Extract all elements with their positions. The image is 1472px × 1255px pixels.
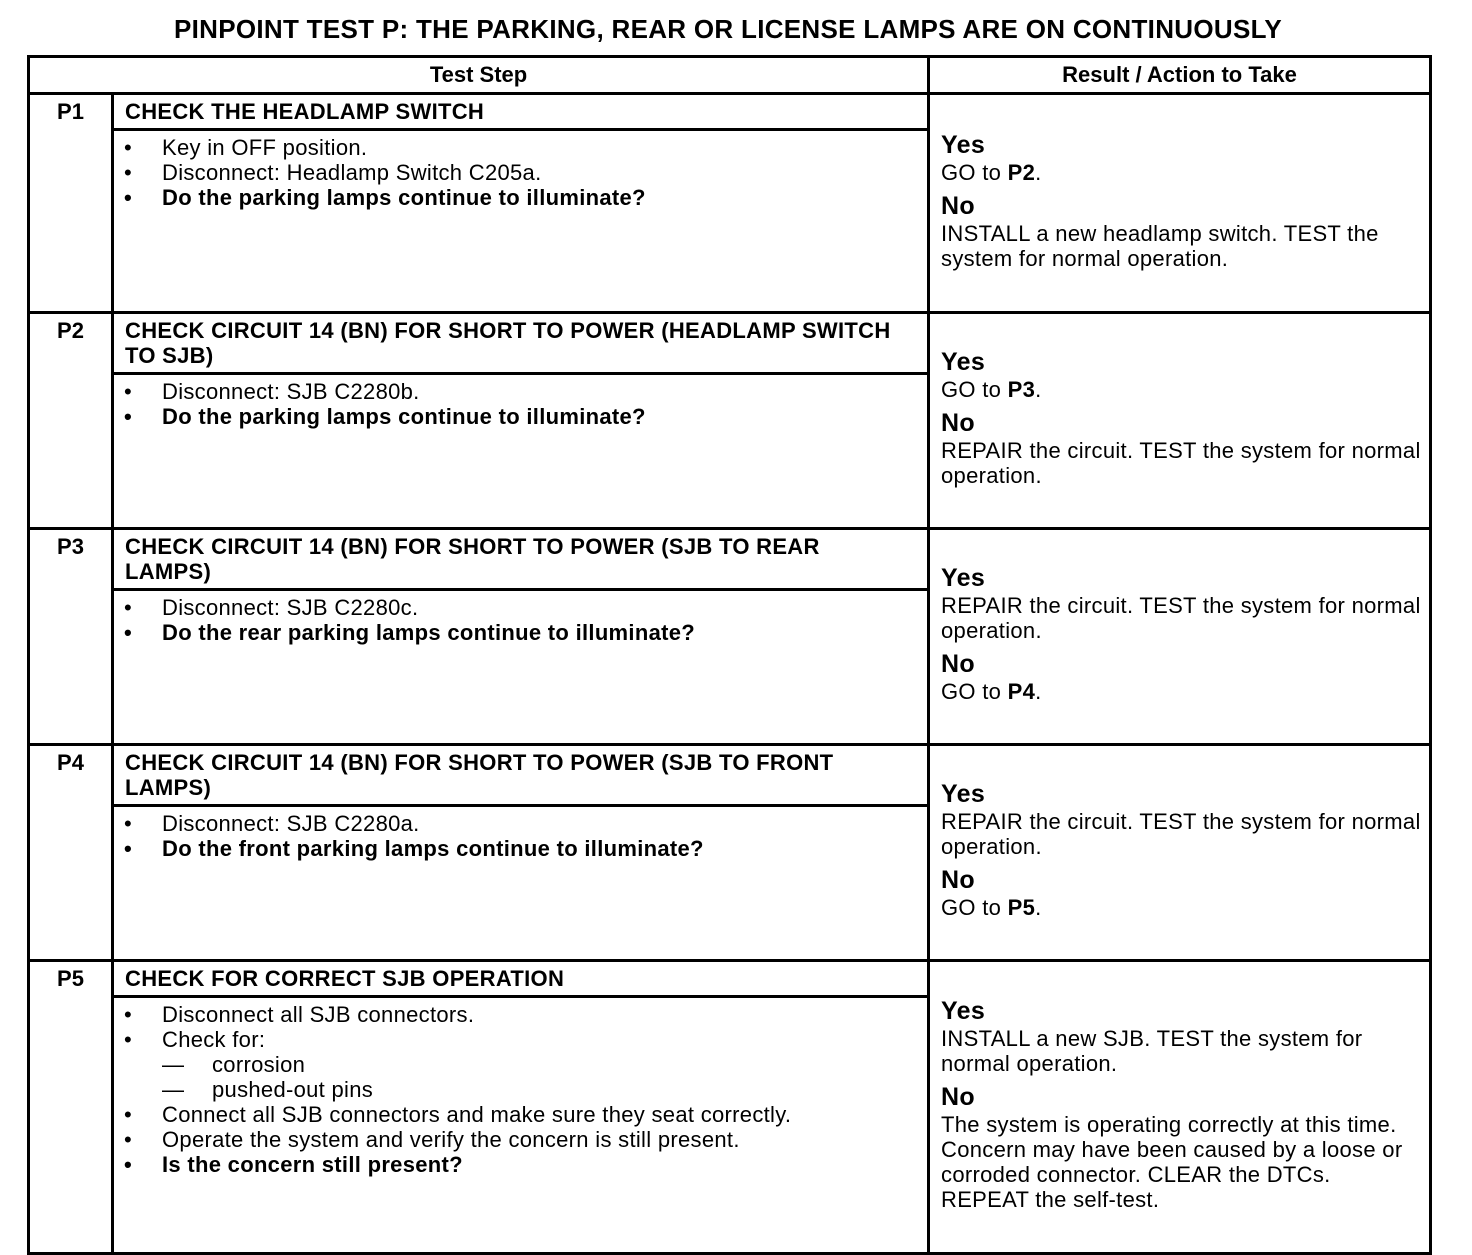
step-id: P4 [29, 745, 113, 961]
bullet-icon: • [124, 404, 133, 429]
no-label: No [941, 1083, 975, 1111]
no-action-tail: . [1035, 895, 1042, 920]
no-action [941, 895, 1423, 920]
page-title: PINPOINT TEST P: THE PARKING, REAR OR LICENSE LAMPS ARE ON CONTINUOUSLY [173, 14, 1283, 44]
yes-label: Yes [941, 130, 986, 159]
no-action-text: INSTALL a new headlamp switch. TEST the system for normal operation. [941, 220, 1379, 271]
instruction-text: Check for: [162, 1027, 266, 1052]
instruction-item [114, 811, 917, 836]
bullet-icon: • [124, 620, 133, 645]
yes-label: Yes [941, 564, 986, 592]
bullet-icon: • [124, 1127, 133, 1152]
dash-icon: — [162, 1077, 185, 1102]
no-action-text: GO to [941, 679, 1008, 704]
instruction-list [114, 1002, 917, 1177]
instruction-list [114, 379, 917, 429]
step-title: CHECK CIRCUIT 14 (BN) FOR SHORT TO POWER (SJB TO REAR LAMPS) [113, 529, 929, 590]
step-title: CHECK FOR CORRECT SJB OPERATION [113, 961, 929, 997]
no-action [941, 221, 1423, 271]
yes-action [941, 160, 1423, 185]
step-title: CHECK CIRCUIT 14 (BN) FOR SHORT TO POWER (SJB TO FRONT LAMPS) [113, 745, 929, 806]
bullet-icon: • [124, 1002, 133, 1027]
step-title: CHECK CIRCUIT 14 (BN) FOR SHORT TO POWER (HEADLAMP SWITCH TO SJB) [113, 313, 929, 374]
no-action [941, 679, 1423, 704]
step-title-row [29, 745, 1431, 806]
yes-action-text: REPAIR the circuit. TEST the system for normal operation. [941, 593, 1421, 643]
header-result-action: Result / Action to Take [929, 57, 1431, 94]
bullet-icon: • [124, 185, 133, 210]
pinpoint-test-table [27, 55, 1432, 1255]
instruction-text: Disconnect: SJB C2280c. [162, 595, 419, 620]
yes-action-text: REPAIR the circuit. TEST the system for normal operation. [941, 809, 1421, 859]
instruction-item [114, 836, 917, 861]
header-row [29, 57, 1431, 94]
yes-action [941, 809, 1423, 859]
dash-icon: — [162, 1052, 185, 1077]
sub-item [162, 1077, 917, 1102]
no-label: No [941, 191, 975, 220]
sub-item [162, 1052, 917, 1077]
instruction-item [114, 1027, 917, 1102]
yes-step-ref: P2 [1007, 159, 1036, 185]
instruction-text: Disconnect all SJB connectors. [162, 1002, 475, 1027]
bullet-icon: • [124, 595, 133, 620]
yes-action-text: GO to [941, 159, 1008, 185]
no-label: No [941, 866, 975, 894]
bullet-icon: • [124, 379, 133, 404]
yes-label: Yes [941, 348, 986, 376]
instruction-text: Operate the system and verify the concern is still present. [162, 1127, 740, 1152]
bullet-icon: • [124, 836, 133, 861]
no-label: No [941, 409, 975, 437]
yes-action-text: GO to [941, 377, 1008, 402]
instruction-item [114, 404, 917, 429]
step-instructions [113, 806, 929, 961]
instruction-item [114, 1127, 917, 1152]
yes-action [941, 377, 1423, 402]
instruction-item [114, 595, 917, 620]
step-title-row [29, 94, 1431, 130]
step-instructions [113, 374, 929, 529]
step-title-row [29, 961, 1431, 997]
step-title-row [29, 313, 1431, 374]
header-test-step: Test Step [29, 57, 929, 94]
yes-action-text: INSTALL a new SJB. TEST the system for normal operation. [941, 1026, 1363, 1076]
instruction-item [114, 379, 917, 404]
step-id: P5 [29, 961, 113, 1254]
instruction-item [114, 620, 917, 645]
no-step-ref: P4 [1007, 679, 1036, 704]
bullet-icon: • [124, 1152, 133, 1177]
instruction-text: Do the parking lamps continue to illuminate? [162, 404, 646, 429]
bullet-icon: • [124, 160, 133, 185]
yes-action [941, 1026, 1423, 1076]
no-step-ref: P5 [1007, 895, 1036, 920]
step-title: CHECK THE HEADLAMP SWITCH [113, 94, 929, 130]
instruction-list [114, 135, 917, 210]
no-action-text: The system is operating correctly at this time. Concern may have been caused by a loose or corroded connector. CLEAR the DTCs. REPEAT the self-test. [941, 1112, 1403, 1212]
step-result [929, 961, 1431, 1254]
step-result [929, 745, 1431, 961]
sub-item-text: pushed-out pins [212, 1077, 374, 1102]
no-action-text: REPAIR the circuit. TEST the system for normal operation. [941, 438, 1421, 488]
instruction-text: Disconnect: Headlamp Switch C205a. [162, 160, 542, 185]
step-result [929, 529, 1431, 745]
instruction-item [114, 135, 917, 160]
instruction-text: Connect all SJB connectors and make sure they seat correctly. [162, 1102, 792, 1127]
bullet-icon: • [124, 1027, 133, 1052]
instruction-item [114, 160, 917, 185]
no-label: No [941, 650, 975, 678]
no-action [941, 438, 1423, 488]
instruction-text: Disconnect: SJB C2280b. [162, 379, 420, 404]
instruction-list [114, 811, 917, 861]
step-result [929, 313, 1431, 529]
instruction-text: Disconnect: SJB C2280a. [162, 811, 420, 836]
step-title-row [29, 529, 1431, 590]
no-action-tail: . [1035, 679, 1042, 704]
sub-list [162, 1052, 917, 1102]
step-id: P1 [29, 94, 113, 313]
step-instructions [113, 590, 929, 745]
no-action-text: GO to [941, 895, 1008, 920]
bullet-icon: • [124, 135, 133, 160]
step-instructions [113, 997, 929, 1254]
instruction-text: Do the rear parking lamps continue to illuminate? [162, 620, 695, 645]
yes-step-ref: P3 [1007, 377, 1036, 402]
instruction-text: Key in OFF position. [162, 135, 368, 160]
bullet-icon: • [124, 1102, 133, 1127]
instruction-text: Do the parking lamps continue to illuminate? [162, 185, 646, 210]
step-result [929, 94, 1431, 313]
yes-label: Yes [941, 997, 986, 1025]
yes-action-tail: . [1035, 377, 1042, 402]
no-action [941, 1112, 1423, 1212]
sub-item-text: corrosion [212, 1052, 306, 1077]
instruction-item [114, 1002, 917, 1027]
instruction-item [114, 1102, 917, 1127]
yes-action [941, 593, 1423, 643]
step-instructions [113, 130, 929, 313]
yes-action-tail: . [1035, 159, 1042, 185]
instruction-item [114, 1152, 917, 1177]
instruction-item [114, 185, 917, 210]
instruction-text: Do the front parking lamps continue to illuminate? [162, 836, 704, 861]
yes-label: Yes [941, 780, 986, 808]
step-id: P2 [29, 313, 113, 529]
step-id: P3 [29, 529, 113, 745]
bullet-icon: • [124, 811, 133, 836]
test-steps-body [29, 94, 1431, 1254]
instruction-text: Is the concern still present? [162, 1152, 463, 1177]
instruction-list [114, 595, 917, 645]
